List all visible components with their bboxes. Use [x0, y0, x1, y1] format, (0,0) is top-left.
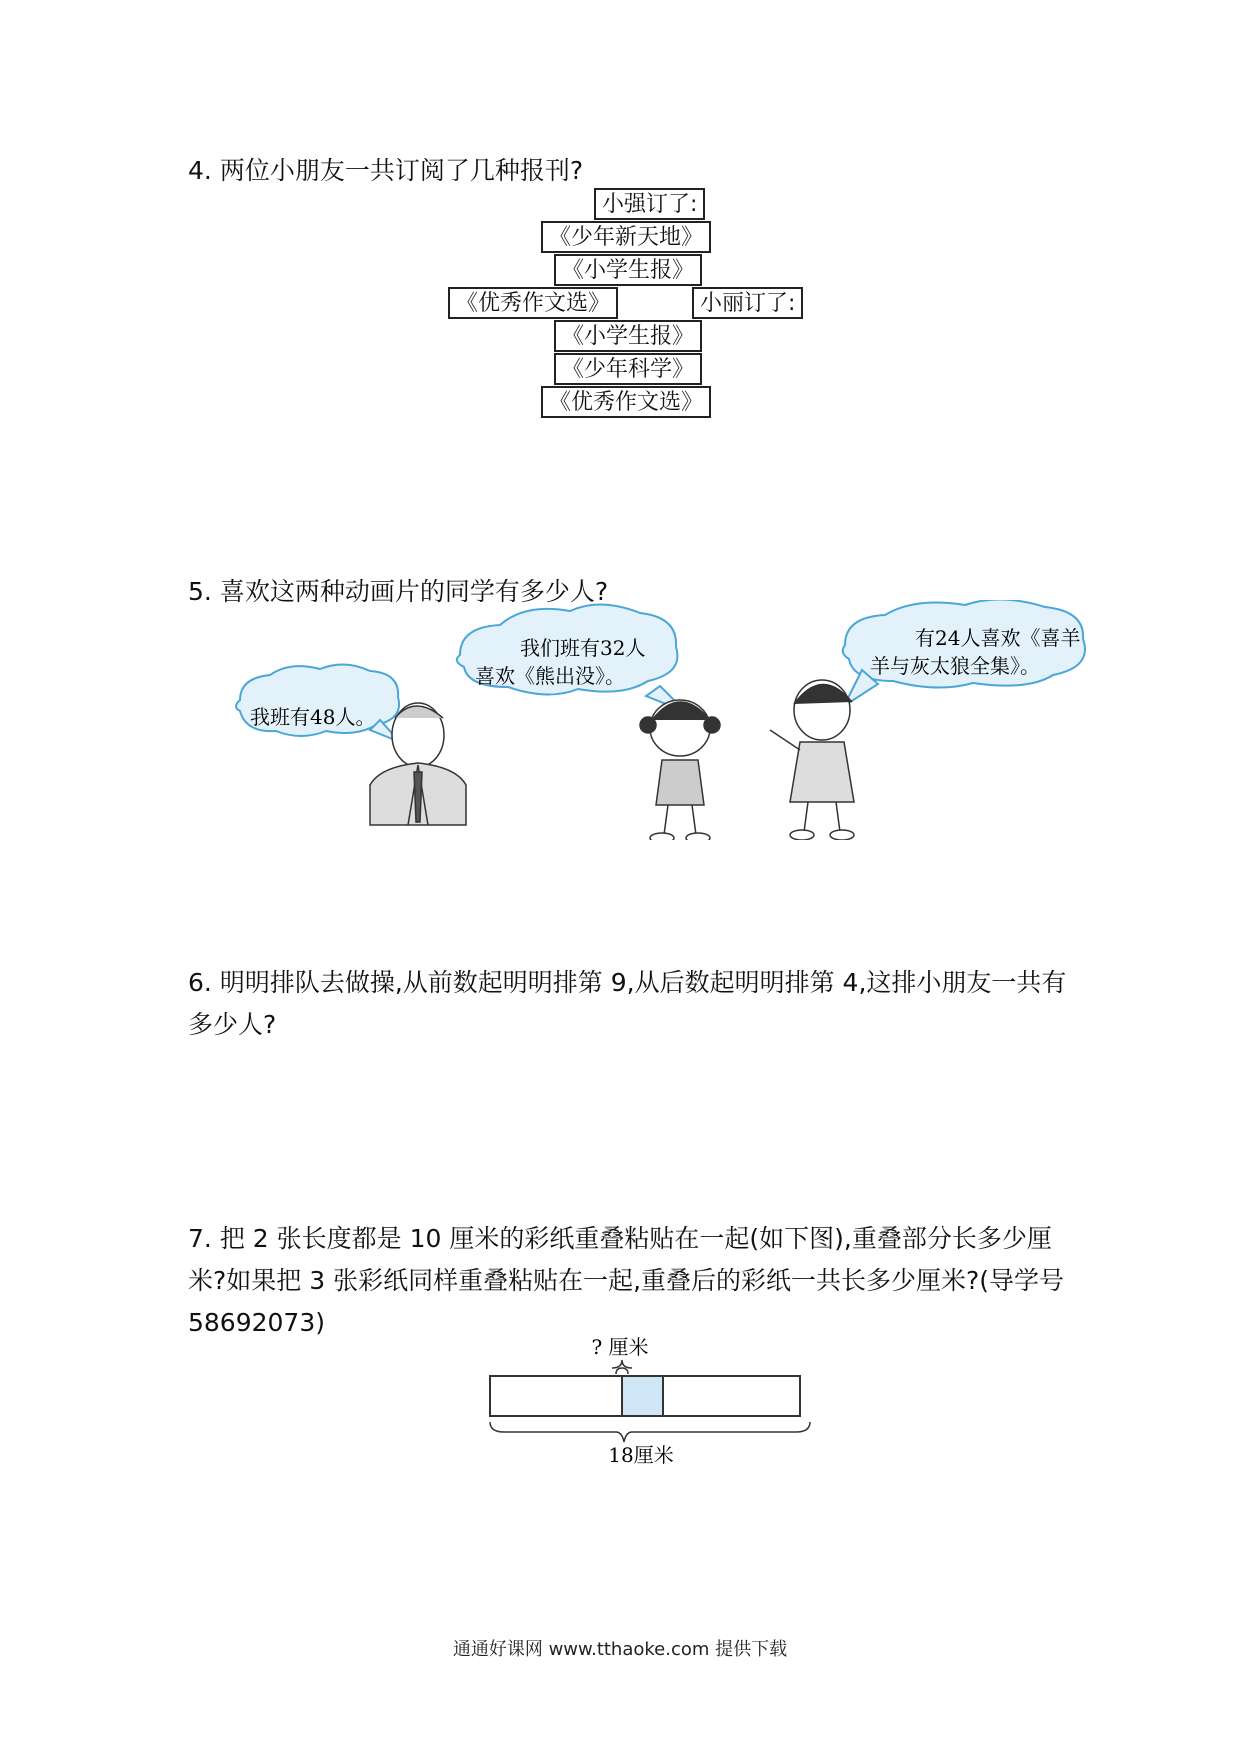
- footer: 通通好课网 www.tthaoke.com 提供下载: [452, 1639, 788, 1660]
- total-label: 18厘米: [608, 1443, 674, 1467]
- girl-figure: [640, 700, 720, 840]
- overlap-brace: [612, 1360, 632, 1368]
- boy-figure: [770, 680, 854, 840]
- xiaoli-label-box: [692, 287, 803, 319]
- teacher-speech-bubble: [236, 664, 400, 742]
- question-4: [188, 150, 1068, 192]
- question-line: 多少人?: [188, 1010, 277, 1039]
- overlap-brace-tips: [616, 1368, 628, 1374]
- boy-says-line1: 有24人喜欢《喜羊: [915, 626, 1081, 650]
- xiaoqiang-item-2: [554, 254, 702, 286]
- item-label: 《优秀作文选》: [549, 390, 704, 415]
- overlap-label: ? 厘米: [591, 1335, 649, 1359]
- q5-illustration: [0, 600, 1240, 840]
- item-label: 《小学生报》: [562, 324, 695, 349]
- question-number: 6.: [188, 968, 212, 997]
- question-6: [188, 962, 1068, 1046]
- question-number: 5.: [188, 577, 212, 606]
- boy-speech-bubble: [843, 600, 1085, 706]
- question-line: 明明排队去做操,从前数起明明排第 9,从后数起明明排第 4,这排小朋友一共有: [219, 968, 1067, 997]
- question-text: 两位小朋友一共订阅了几种报刊?: [219, 156, 584, 185]
- question-number: 4.: [188, 156, 212, 185]
- xiaoli-label: 小丽订了:: [700, 291, 796, 316]
- question-7: [188, 1218, 1068, 1344]
- item-label: 《少年科学》: [562, 357, 695, 382]
- girl-says-line1: 我们班有32人: [520, 636, 646, 660]
- girl-says-line2: 喜欢《熊出没》。: [475, 664, 625, 688]
- item-label: 《小学生报》: [562, 258, 695, 283]
- xiaoli-item-1: [554, 320, 702, 352]
- xiaoli-item-3: [541, 386, 711, 418]
- girl-speech-bubble: [457, 604, 686, 712]
- paper-overlap-diagram: [0, 1330, 1240, 1470]
- question-line: 米?如果把 3 张彩纸同样重叠粘贴在一起,重叠后的彩纸一共长多少厘米?(导学号: [188, 1266, 1065, 1295]
- boy-says-line2: 羊与灰太狼全集》。: [870, 654, 1040, 678]
- overlap-region: [622, 1376, 663, 1416]
- total-brace: [490, 1422, 810, 1442]
- question-text: 喜欢这两种动画片的同学有多少人?: [219, 577, 609, 606]
- item-label: 《优秀作文选》: [456, 291, 611, 316]
- xiaoqiang-label-box: [594, 188, 705, 220]
- xiaoqiang-item-3: [448, 287, 618, 319]
- item-label: 《少年新天地》: [549, 225, 704, 250]
- question-line: 58692073): [188, 1308, 325, 1337]
- xiaoli-item-2: [554, 353, 702, 385]
- xiaoqiang-label: 小强订了:: [602, 192, 698, 217]
- question-line: 把 2 张长度都是 10 厘米的彩纸重叠粘贴在一起(如下图),重叠部分长多少厘: [219, 1224, 1052, 1253]
- xiaoqiang-item-1: [541, 221, 711, 253]
- teacher-says: 我班有48人。: [250, 705, 376, 729]
- question-number: 7.: [188, 1224, 212, 1253]
